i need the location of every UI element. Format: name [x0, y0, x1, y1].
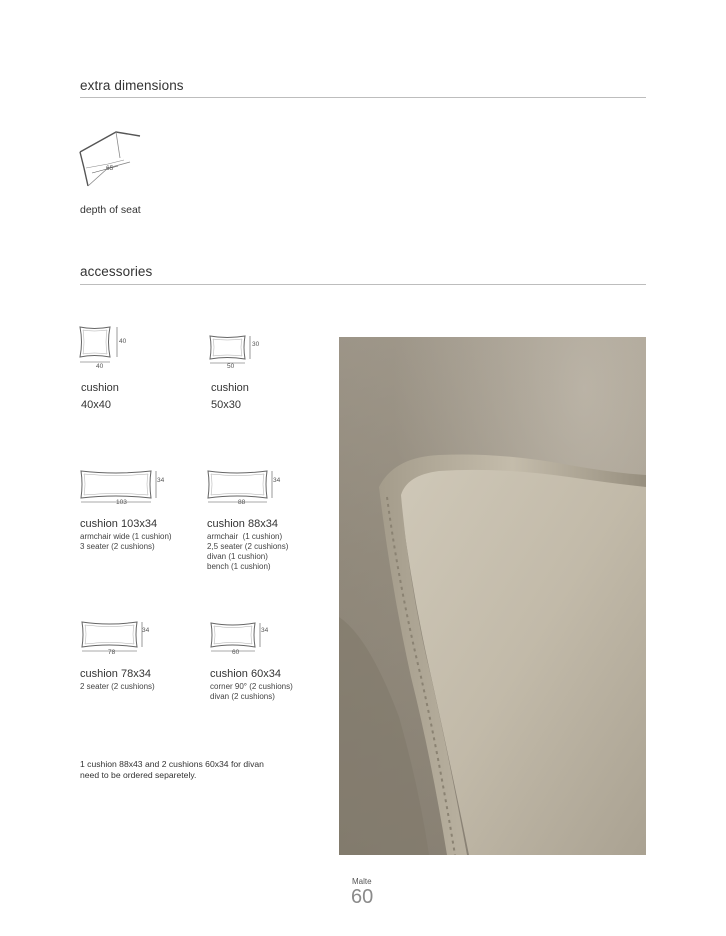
cushion-50x30-drawing — [209, 335, 269, 365]
cushion-5-name: cushion 78x34 — [80, 668, 151, 680]
cushion-6-width: 60 — [232, 649, 240, 656]
seat-depth-caption: depth of seat — [80, 204, 141, 216]
cushion-4-name: cushion 88x34 — [207, 518, 278, 530]
cushion-3-name: cushion 103x34 — [80, 518, 158, 530]
cushion-1-name: cushion — [81, 382, 119, 394]
cushion-88x34-drawing — [207, 470, 287, 506]
seat-depth-value: 65 — [106, 165, 114, 172]
cushion-1-size: 40x40 — [81, 399, 111, 411]
cushion-2-name: cushion — [211, 382, 249, 394]
cushion-5-height: 34 — [142, 627, 150, 634]
cushion-1-height: 40 — [119, 338, 127, 345]
accessories-heading: accessories — [80, 264, 153, 279]
cushion-6-details: corner 90° (2 cushions) divan (2 cushions) — [210, 682, 293, 701]
ordering-note: 1 cushion 88x43 and 2 cushions 60x34 for divan need to be ordered separetely. — [80, 759, 264, 780]
cushion-3-details: armchair wide (1 cushion) 3 seater (2 cushions) — [80, 532, 172, 551]
cushion-6-height: 34 — [261, 627, 269, 634]
cushion-6-name: cushion 60x34 — [210, 668, 281, 680]
cushion-2-size: 50x30 — [211, 399, 241, 411]
cushion-4-details: armchair (1 cushion) 2,5 seater (2 cushions) divan (1 cushion) bench (1 cushion) — [207, 532, 289, 571]
cushion-4-height: 34 — [273, 477, 281, 484]
cushion-1-width: 40 — [96, 363, 104, 370]
cushion-5-width: 78 — [108, 649, 116, 656]
cushion-3-width: 103 — [116, 499, 127, 506]
cushion-4-width: 88 — [238, 499, 246, 506]
seat-depth-drawing — [78, 128, 148, 198]
cushion-5-details: 2 seater (2 cushions) — [80, 682, 155, 691]
extra-dimensions-heading: extra dimensions — [80, 78, 184, 93]
cushion-78x34-drawing — [81, 621, 151, 657]
cushion-2-height: 30 — [252, 341, 260, 348]
cushion-fabric-photo — [339, 337, 646, 855]
extra-dimensions-rule — [80, 97, 646, 98]
footer-page-number: 60 — [351, 886, 374, 908]
cushion-40x40-drawing — [79, 326, 129, 366]
footer-collection-name: Malte — [352, 877, 372, 886]
accessories-rule — [80, 284, 646, 285]
cushion-2-width: 50 — [227, 363, 235, 370]
cushion-photo-illustration — [339, 337, 646, 855]
cushion-3-height: 34 — [157, 477, 165, 484]
